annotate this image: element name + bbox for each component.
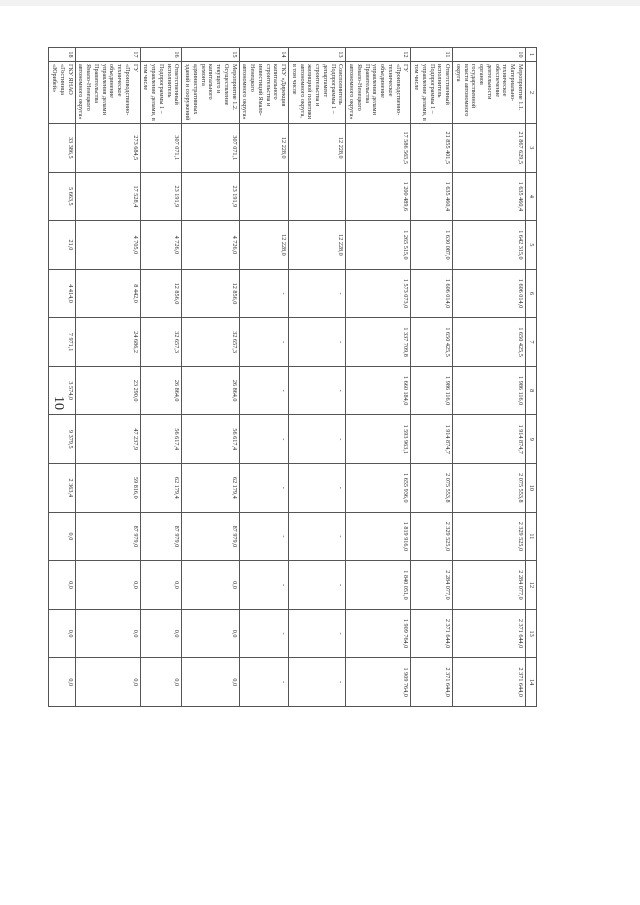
value-cell: 4 726,0 xyxy=(182,221,239,270)
table-row xyxy=(49,48,75,707)
value-cell: - xyxy=(239,658,289,707)
column-header: 6 xyxy=(526,269,537,318)
value-cell: 1 200 489,6 xyxy=(346,172,411,221)
value-cell: 24 686,2 xyxy=(75,318,140,367)
value-cell: 1 914 874,7 xyxy=(411,415,453,464)
row-name-cell: Мероприятие 1.1. Материально-техническое обеспечение деятельности органов государственной власти автономного округа xyxy=(453,62,526,124)
column-header: 13 xyxy=(526,609,537,658)
value-cell: 62 179,4 xyxy=(140,464,182,513)
row-name-cell: ГУ «Производственно-техническое объединение управления делами Правительства Ямало-Ненецкого автономного округа» xyxy=(346,62,411,124)
value-cell: 1 909 764,0 xyxy=(346,609,411,658)
value-cell: - xyxy=(289,269,346,318)
value-cell: 273 684,5 xyxy=(75,124,140,173)
value-cell: 2 371 644,0 xyxy=(453,658,526,707)
row-number-cell: 15 xyxy=(182,48,239,62)
value-cell: 307 071,1 xyxy=(182,124,239,173)
value-cell: 0,0 xyxy=(75,658,140,707)
value-cell: 2 371 644,0 xyxy=(411,609,453,658)
value-cell: - xyxy=(289,415,346,464)
row-number-cell: 10 xyxy=(453,48,526,62)
table-row xyxy=(289,48,346,707)
page-number: 10 xyxy=(51,396,66,410)
table-row xyxy=(346,48,411,707)
table-row xyxy=(140,48,182,707)
value-cell: - xyxy=(239,512,289,561)
value-cell: 1 650 425,5 xyxy=(411,318,453,367)
column-header: 12 xyxy=(526,561,537,610)
column-header: 7 xyxy=(526,318,537,367)
value-cell: 12 856,0 xyxy=(140,269,182,318)
value-cell: - xyxy=(289,366,346,415)
value-cell xyxy=(239,172,289,221)
value-cell: - xyxy=(289,318,346,367)
value-cell: 21,0 xyxy=(49,221,75,270)
value-cell: 87 979,0 xyxy=(140,512,182,561)
row-number-cell: 12 xyxy=(346,48,411,62)
column-header: 1 xyxy=(526,48,537,62)
value-cell: 1 819 916,0 xyxy=(346,512,411,561)
value-cell: 33 386,5 xyxy=(49,124,75,173)
value-cell: - xyxy=(239,464,289,513)
value-cell: - xyxy=(239,415,289,464)
value-cell: 21 867 629,5 xyxy=(453,124,526,173)
value-cell: 5 663,5 xyxy=(49,172,75,221)
value-cell: 2 371 644,0 xyxy=(453,609,526,658)
value-cell: 0,0 xyxy=(140,561,182,610)
row-name-cell: Соисполнитель Подпрограммы 1 – департамент строительства и жилищной политики автономного округа, в том числе xyxy=(289,62,346,124)
value-cell: 1 986 116,0 xyxy=(453,366,526,415)
table-row xyxy=(182,48,239,707)
value-cell: 1 986 116,0 xyxy=(411,366,453,415)
row-number-cell: 17 xyxy=(75,48,140,62)
table-row xyxy=(411,48,453,707)
value-cell: 1 660 184,0 xyxy=(346,366,411,415)
value-cell: 56 617,4 xyxy=(140,415,182,464)
row-name-cell: Мероприятие 1.2. Осуществление текущего и капитального ремонта административных зданий и сооружений xyxy=(182,62,239,124)
value-cell: 2 284 077,0 xyxy=(411,561,453,610)
table-body xyxy=(49,48,526,707)
value-cell: 2 371 644,0 xyxy=(411,658,453,707)
value-cell: - xyxy=(239,609,289,658)
value-cell: 0,0 xyxy=(49,512,75,561)
row-number-cell: 13 xyxy=(289,48,346,62)
column-header: 2 xyxy=(526,62,537,124)
value-cell: 1 650 425,5 xyxy=(453,318,526,367)
value-cell: - xyxy=(289,658,346,707)
column-header: 11 xyxy=(526,512,537,561)
value-cell: 26 864,0 xyxy=(182,366,239,415)
table-row xyxy=(239,48,289,707)
value-cell: 17 528,4 xyxy=(75,172,140,221)
value-cell: 23 290,0 xyxy=(75,366,140,415)
row-number-cell: 14 xyxy=(239,48,289,62)
column-header: 3 xyxy=(526,124,537,173)
value-cell: 2 329 525,0 xyxy=(453,512,526,561)
column-header: 10 xyxy=(526,464,537,513)
value-cell xyxy=(289,172,346,221)
value-cell: 47 237,9 xyxy=(75,415,140,464)
value-cell: 1 914 874,7 xyxy=(453,415,526,464)
row-number-cell: 16 xyxy=(140,48,182,62)
value-cell: 0,0 xyxy=(75,561,140,610)
value-cell: 1 642 315,0 xyxy=(453,221,526,270)
value-cell: 2 075 553,8 xyxy=(453,464,526,513)
row-name-cell: Ответственный исполнитель Подпрограммы 1 – управление делами, в том числе xyxy=(411,62,453,124)
program-budget-table xyxy=(49,47,538,707)
value-cell: 3 574,0 xyxy=(49,366,75,415)
value-cell: 1 635 460,4 xyxy=(453,172,526,221)
value-cell: - xyxy=(289,561,346,610)
value-cell: 87 979,0 xyxy=(182,512,239,561)
column-header: 14 xyxy=(526,658,537,707)
value-cell: 2 363,4 xyxy=(49,464,75,513)
value-cell: - xyxy=(289,512,346,561)
value-cell: 1 593 963,1 xyxy=(346,415,411,464)
value-cell: 4 705,0 xyxy=(75,221,140,270)
value-cell: - xyxy=(239,269,289,318)
value-cell: 23 191,9 xyxy=(140,172,182,221)
value-cell: 8 442,0 xyxy=(75,269,140,318)
value-cell: 1 337 709,8 xyxy=(346,318,411,367)
value-cell: 12 228,0 xyxy=(239,221,289,270)
value-cell: - xyxy=(289,609,346,658)
scan-edge xyxy=(0,0,640,6)
value-cell: 4 414,0 xyxy=(49,269,75,318)
value-cell: 62 179,4 xyxy=(182,464,239,513)
value-cell: 4 726,0 xyxy=(140,221,182,270)
value-cell: 7 971,1 xyxy=(49,318,75,367)
value-cell: 0,0 xyxy=(182,609,239,658)
value-cell: 0,0 xyxy=(140,609,182,658)
value-cell: 0,0 xyxy=(140,658,182,707)
value-cell: 56 617,4 xyxy=(182,415,239,464)
value-cell: 1 630 087,0 xyxy=(411,221,453,270)
value-cell: 1 573 073,0 xyxy=(346,269,411,318)
value-cell: 17 586 565,5 xyxy=(346,124,411,173)
column-header: 8 xyxy=(526,366,537,415)
value-cell: 2 284 077,0 xyxy=(453,561,526,610)
value-cell: - xyxy=(239,561,289,610)
value-cell: 0,0 xyxy=(49,609,75,658)
table-row xyxy=(453,48,526,707)
value-cell: 1 635 460,4 xyxy=(411,172,453,221)
value-cell: - xyxy=(289,464,346,513)
column-header: 5 xyxy=(526,221,537,270)
value-cell: 0,0 xyxy=(182,658,239,707)
value-cell: 0,0 xyxy=(75,609,140,658)
value-cell: 2 075 553,8 xyxy=(411,464,453,513)
row-name-cell: ГКУ «Дирекция капитального строительства и инвестиций Ямало-Ненецкого автономного округа» xyxy=(239,62,289,124)
rotated-landscape-page xyxy=(51,47,537,707)
column-number-row xyxy=(526,48,537,707)
value-cell: - xyxy=(239,318,289,367)
value-cell: 9 379,5 xyxy=(49,415,75,464)
row-number-cell: 11 xyxy=(411,48,453,62)
value-cell: 26 864,0 xyxy=(140,366,182,415)
value-cell: 0,0 xyxy=(49,658,75,707)
value-cell: 12 228,0 xyxy=(289,221,346,270)
value-cell: 2 329 525,0 xyxy=(411,512,453,561)
value-cell: 0,0 xyxy=(49,561,75,610)
value-cell: 1 909 764,0 xyxy=(346,658,411,707)
table-row xyxy=(75,48,140,707)
column-header: 4 xyxy=(526,172,537,221)
value-cell: 1 840 051,0 xyxy=(346,561,411,610)
value-cell: 1 606 014,0 xyxy=(453,269,526,318)
value-cell: 12 856,0 xyxy=(182,269,239,318)
table-container xyxy=(51,47,537,707)
value-cell: 1 606 014,0 xyxy=(411,269,453,318)
value-cell: 32 657,3 xyxy=(182,318,239,367)
row-name-cell: Ответственный исполнитель Подпрограммы 1 – управление делами, в том числе xyxy=(140,62,182,124)
row-name-cell: ГУ «Производственно-техническое объединение управления делами Правительства Ямало-Ненецкого автономного округа» xyxy=(75,62,140,124)
value-cell: 12 228,0 xyxy=(239,124,289,173)
row-number-cell: 18 xyxy=(49,48,75,62)
value-cell: 12 228,0 xyxy=(289,124,346,173)
column-header: 9 xyxy=(526,415,537,464)
value-cell: 0,0 xyxy=(182,561,239,610)
value-cell: 1 655 936,0 xyxy=(346,464,411,513)
value-cell: 32 657,3 xyxy=(140,318,182,367)
value-cell: - xyxy=(239,366,289,415)
value-cell: 307 071,1 xyxy=(140,124,182,173)
value-cell: 21 855 401,5 xyxy=(411,124,453,173)
value-cell: 87 979,0 xyxy=(75,512,140,561)
value-cell: 23 191,9 xyxy=(182,172,239,221)
value-cell: 59 816,0 xyxy=(75,464,140,513)
row-name-cell: ГКУ ЯНАО «Гостиница «Юрибей» xyxy=(49,62,75,124)
value-cell: 1 265 515,0 xyxy=(346,221,411,270)
